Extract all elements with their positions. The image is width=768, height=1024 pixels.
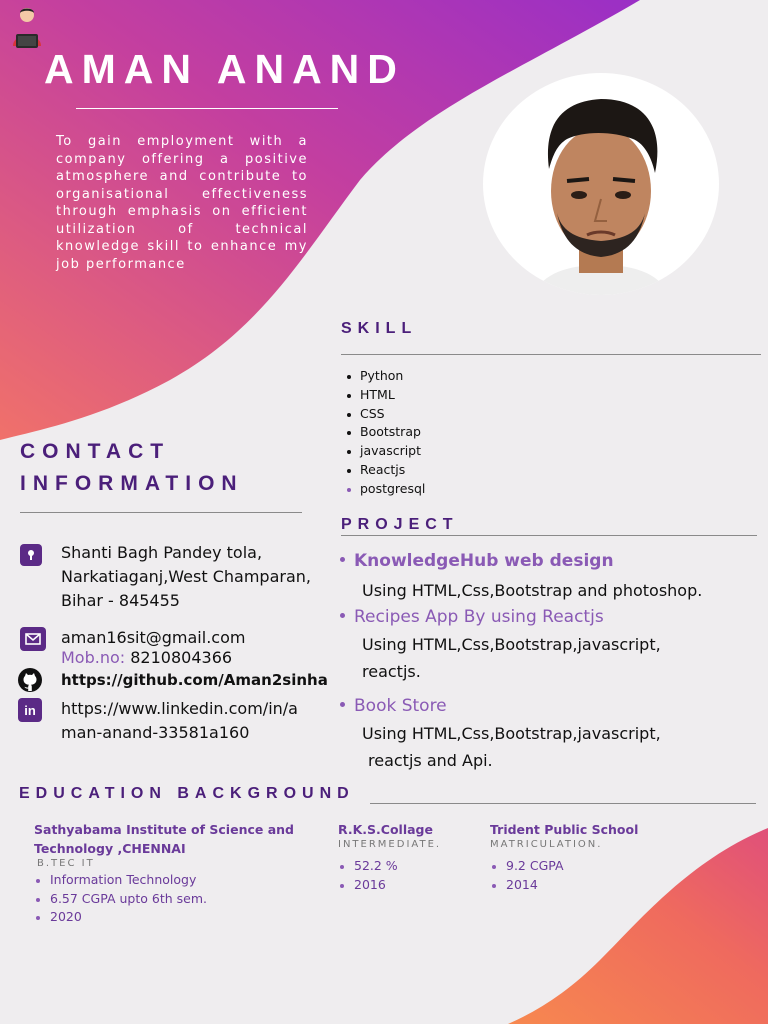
project-heading: PROJECT: [341, 516, 459, 533]
detail-item: 9.2 CGPA: [490, 857, 690, 876]
contact-heading-line1: CONTACT: [20, 440, 171, 463]
school-details: [490, 857, 690, 894]
location-icon: [20, 544, 42, 566]
project-title: Book Store: [340, 696, 447, 716]
detail-item: Information Technology: [34, 871, 304, 890]
github-icon: [17, 667, 43, 693]
mobile-label: Mob.no:: [61, 648, 126, 667]
skill-item: Python: [344, 367, 425, 386]
school-name: R.K.S.Collage: [338, 822, 433, 837]
skill-item: javascript: [344, 442, 425, 461]
skill-item: postgresql: [344, 480, 425, 499]
school-degree: B.TEC IT: [37, 858, 95, 869]
detail-item: 52.2 %: [338, 857, 478, 876]
bullet-icon: [340, 702, 345, 707]
avatar-icon: [8, 4, 46, 50]
skill-item: HTML: [344, 386, 425, 405]
skill-item: Reactjs: [344, 461, 425, 480]
project-description: Using HTML,Css,Bootstrap,javascript, reactjs.: [362, 635, 661, 681]
school-name: Technology ,CHENNAI: [34, 841, 186, 856]
skill-item: Bootstrap: [344, 423, 425, 442]
detail-item: 2020: [34, 908, 304, 927]
education-divider: [370, 803, 756, 804]
address-line: Bihar - 845455: [61, 591, 180, 610]
project-description: Using HTML,Css,Bootstrap and photoshop.: [362, 581, 703, 600]
skill-item: CSS: [344, 405, 425, 424]
contact-divider: [20, 512, 302, 513]
mobile-value: 8210804366: [130, 648, 233, 667]
name-underline: [76, 108, 338, 109]
skill-divider: [341, 354, 761, 355]
skill-heading: SKILL: [341, 320, 418, 337]
school-name: Sathyabama Institute of Science and: [34, 822, 294, 837]
career-objective: To gain employment with a company offering a positive atmosphere and contribute to organisational effectiveness through emphasis on efficient utilization of technical knowledge skill to enhance my job performance: [56, 134, 308, 272]
contact-heading-line2: INFORMATION: [20, 472, 244, 495]
detail-item: 6.57 CGPA upto 6th sem.: [34, 890, 304, 909]
school-name: Trident Public School: [490, 822, 639, 837]
candidate-name: AMAN ANAND: [44, 46, 405, 92]
bullet-icon: [340, 557, 345, 562]
education-entry: [490, 820, 690, 894]
education-entry: [338, 820, 478, 894]
address: [61, 541, 311, 613]
linkedin-line: https://www.linkedin.com/in/a: [61, 699, 298, 718]
detail-item: 2016: [338, 876, 478, 895]
detail-item: 2014: [490, 876, 690, 895]
project-title: Recipes App By using Reactjs: [340, 607, 604, 627]
profile-photo: [483, 73, 719, 295]
project-description: Using HTML,Css,Bootstrap,javascript, reactjs and Api.: [362, 724, 661, 770]
email-address[interactable]: aman16sit@gmail.com: [61, 628, 246, 647]
skill-list: [344, 367, 425, 499]
linkedin-link[interactable]: [61, 697, 298, 745]
bullet-icon: [340, 613, 345, 618]
github-link[interactable]: https://github.com/Aman2sinha: [61, 671, 328, 689]
address-line: Shanti Bagh Pandey tola,: [61, 543, 263, 562]
project-divider: [341, 535, 757, 536]
school-details: [34, 871, 304, 927]
email-icon: [20, 627, 46, 651]
mobile-number: [61, 646, 232, 670]
education-heading: EDUCATION BACKGROUND: [19, 785, 355, 802]
school-degree: MATRICULATION.: [490, 839, 603, 850]
education-entry: [34, 820, 304, 927]
linkedin-icon: in: [18, 698, 42, 722]
linkedin-line: man-anand-33581a160: [61, 723, 250, 742]
address-line: Narkatiaganj,West Champaran,: [61, 567, 311, 586]
school-degree: INTERMEDIATE.: [338, 839, 442, 850]
school-details: [338, 857, 478, 894]
project-title: KnowledgeHub web design: [340, 551, 614, 571]
